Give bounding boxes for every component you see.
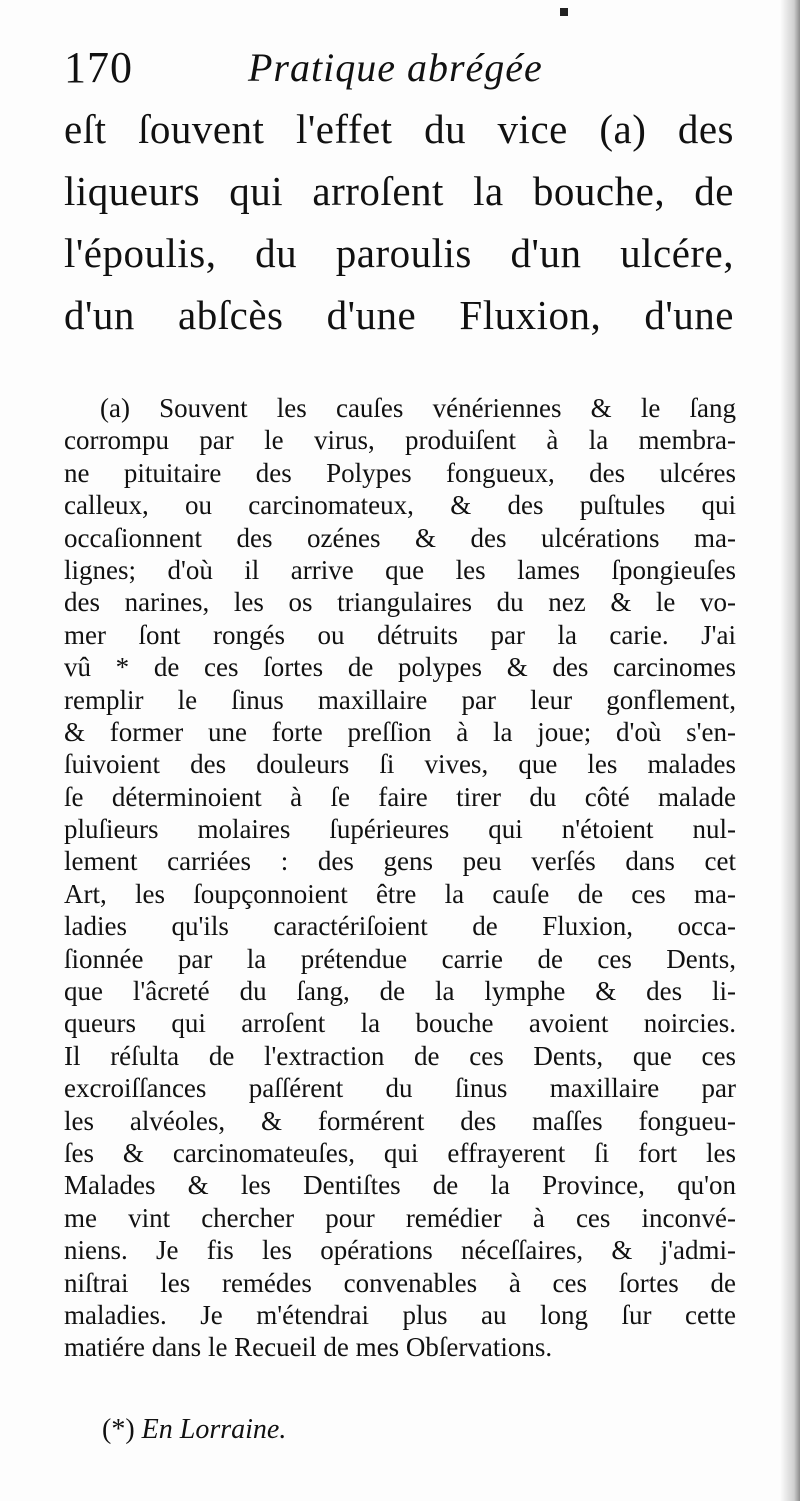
footnote-line: que l'âcreté du ſang, de la lymphe & des li- — [64, 976, 736, 1007]
page-edge-shadow — [780, 0, 800, 1501]
footnote-line: Malades & les Dentiſtes de la Province, qu'on — [64, 1170, 736, 1201]
footnote-line: niſtrai les remédes convenables à ces ſortes de — [64, 1267, 736, 1298]
footnote-line: pluſieurs molaires ſupérieures qui n'étoient nul- — [64, 814, 736, 845]
footnote-line: lignes; d'où il arrive que les lames ſpongieuſes — [64, 554, 736, 585]
footnote-line: (a) Souvent les cauſes vénériennes & le ſang — [100, 393, 736, 423]
footnote-line: maladies. Je m'étendrai plus au long ſur cette — [64, 1299, 736, 1330]
footnote-line: lement carriées : des gens peu verſés dans cet — [64, 846, 736, 877]
footnote-line: ne pituitaire des Polypes fongueux, des ulcéres — [64, 457, 736, 488]
footnote-line: ſionnée par la prétendue carrie de ces Dents, — [64, 943, 736, 974]
footnote-line: calleux, ou carcinomateux, & des puſtules qui — [64, 490, 736, 521]
page-header — [64, 38, 754, 98]
footnote-line: matiére dans le Recueil de mes Obſervations. — [64, 1332, 553, 1363]
sub-footnote-text: En Lorraine. — [141, 1414, 287, 1445]
footnote-line: ſe déterminoient à ſe faire tirer du côté malade — [64, 781, 736, 812]
footnote-line: vû * de ces ſortes de polypes & des carcinomes — [64, 652, 736, 683]
footnote-line: ladies qu'ils caractériſoient de Fluxion, occa- — [64, 911, 736, 942]
footnote-line: des narines, les os triangulaires du nez & le vo- — [64, 587, 736, 618]
running-title: Pratique abrégée — [248, 45, 543, 90]
footnote-line: excroiſſances paſſérent du ſinus maxillaire par — [64, 1073, 736, 1104]
main-text-line: liqueurs qui arroſent la bouche, de — [64, 168, 734, 214]
sub-footnote — [102, 1410, 502, 1450]
sub-footnote-mark: (*) — [102, 1414, 135, 1445]
footnote-line: niens. Je fis les opérations néceſſaires, & j'admi- — [64, 1235, 736, 1266]
footnote-line: corrompu par le virus, produiſent à la membra- — [64, 425, 736, 456]
footnote-line: ſuivoient des douleurs ſi vives, que les malades — [64, 749, 736, 780]
footnote-line: les alvéoles, & formérent des maſſes fongueu- — [64, 1105, 736, 1136]
footnote-line: Art, les ſoupçonnoient être la cauſe de ces ma- — [64, 878, 736, 909]
footnote-block — [64, 392, 736, 1364]
main-text-line: d'un abſcès d'une Fluxion, d'une — [64, 292, 734, 338]
footnote-line: mer ſont rongés ou détruits par la carie. J'ai — [64, 619, 736, 650]
main-text-line: eſt ſouvent l'effet du vice (a) des — [64, 106, 734, 152]
footnote-line: queurs qui arroſent la bouche avoient noircies. — [64, 1008, 736, 1039]
footnote-line: me vint chercher pour remédier à ces inconvé- — [64, 1202, 736, 1233]
footnote-line: Il réſulta de l'extraction de ces Dents, que ces — [64, 1040, 736, 1071]
footnote-line: & former une forte preſſion à la joue; d'où s'en- — [64, 716, 736, 747]
footnote-line: ſes & carcinomateuſes, qui effrayerent ſi fort les — [64, 1137, 736, 1168]
footnote-line: occaſionnent des ozénes & des ulcérations ma- — [64, 522, 736, 553]
main-text-line: l'époulis, du paroulis d'un ulcére, — [64, 230, 734, 276]
main-text-block — [64, 98, 734, 346]
ink-speck — [560, 8, 568, 16]
footnote-line: remplir le ſinus maxillaire par leur gonflement, — [64, 684, 736, 715]
page-number: 170 — [64, 43, 133, 92]
